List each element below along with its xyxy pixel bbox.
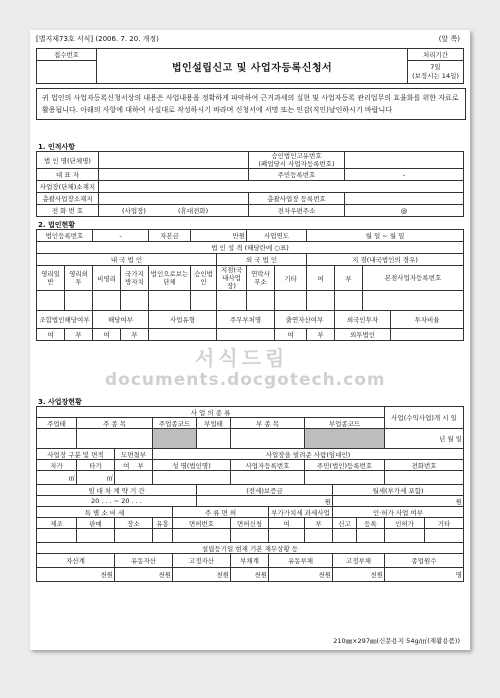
fixed-liab-label: 고정부채 xyxy=(333,554,385,568)
corp-name-label: 법 인 명(단체명) xyxy=(37,152,99,169)
col-branch-yes: 여 xyxy=(307,266,335,291)
vat-yes[interactable]: 여 xyxy=(269,518,305,529)
capital-label: 자본금 xyxy=(149,230,191,242)
col-deemed-corp: 법인으로보는단체 xyxy=(149,266,191,291)
merger-label: 조합법인해당여부 xyxy=(37,311,93,329)
fixed-liab-field[interactable]: 천원 xyxy=(333,568,385,582)
landlord-resident-label: 주민(법인)등록번호 xyxy=(305,460,385,471)
watermark-korean: 서식드림 xyxy=(195,346,289,370)
main-item-label: 주 종 목 xyxy=(77,418,153,429)
check-branch-no[interactable] xyxy=(335,291,363,311)
main-type-label: 주업태 xyxy=(37,418,77,429)
paper-spec: 210㎜×297㎜(신문용지 54g/㎡(재활용품)) xyxy=(333,637,460,645)
landlord-header: 사업장을 빌려준 사람(임대인) xyxy=(153,449,464,460)
notice-text: 귀 법인의 사업자등록신청서상의 내용은 사업내용을 정확하게 파악하여 근거과세의 실현 및 사업자등록 관리업무의 효율화를 위한 자료로 활용됩니다. 아래의 사항에 대하여 사실대로 작성하시기 바라며 신청서에 서명 또는 인감(직인)날인하시기 바랍니다 xyxy=(36,88,466,120)
check-profit-foreign[interactable] xyxy=(65,291,93,311)
resident-no-field[interactable]: - xyxy=(345,169,464,181)
applicable-yes[interactable]: 여 xyxy=(93,329,121,341)
col-approved-corp: 승인법인 xyxy=(191,266,217,291)
biz-type-col: 사업유형 xyxy=(149,311,217,329)
lease-period-label: 임 대 차 계 약 기 간 xyxy=(37,485,197,496)
main-item-field[interactable] xyxy=(77,429,153,449)
corp-nature-header: 법 인 성 격 (해당란에 ○표) xyxy=(37,242,464,254)
corp-reg-no-field[interactable]: - xyxy=(93,230,149,242)
foreign-corp-label: 외투법인 xyxy=(335,329,391,341)
col-branch-no: 부 xyxy=(335,266,363,291)
contribution-yes[interactable]: 여 xyxy=(275,329,307,341)
col-nonprofit: 비영리 xyxy=(93,266,121,291)
title-header xyxy=(36,48,464,84)
foreign-header: 외 국 법 인 xyxy=(217,254,307,266)
corp-reg-no-label: 법인등록번호 xyxy=(37,230,93,242)
foreign-invest-label: 외국인투자 xyxy=(335,311,391,329)
biz-kind-header: 사 업 의 종 류 xyxy=(37,407,385,418)
license-apply-field[interactable] xyxy=(231,529,269,543)
permit-label: 인·허가 사업 여부 xyxy=(333,507,464,518)
special-manufacture[interactable]: 제조 xyxy=(37,518,77,529)
col-profit-foreign: 영리외투 xyxy=(65,266,93,291)
processing-label: 처리기간 xyxy=(408,49,464,61)
hq-reg-field[interactable] xyxy=(345,193,464,205)
biz-location-label: 사업장(단체)소재지 xyxy=(37,181,99,193)
sub-code-label: 부업종코드 xyxy=(305,418,385,429)
check-liaison[interactable] xyxy=(247,291,275,311)
vat-yes-field[interactable] xyxy=(269,529,305,543)
ministry-field[interactable] xyxy=(217,329,275,341)
drawing-field[interactable] xyxy=(115,471,153,485)
main-type-field[interactable] xyxy=(37,429,77,449)
vat-no[interactable]: 부 xyxy=(305,518,333,529)
sub-item-field[interactable] xyxy=(231,429,305,449)
merger-no[interactable]: 부 xyxy=(65,329,93,341)
col-hq-reg-no: 본점사업자등록번호 xyxy=(363,266,464,291)
landlord-reg-field[interactable] xyxy=(231,471,305,485)
start-date-label: 사업(수익사업)개 시 일 xyxy=(385,407,464,429)
nonprofit-applicable: 해당여부 xyxy=(93,311,149,329)
vat-no-field[interactable] xyxy=(305,529,333,543)
permit-report[interactable]: 신고 xyxy=(333,518,357,529)
invest-ratio-field[interactable] xyxy=(391,329,464,341)
special-sale-field[interactable] xyxy=(77,529,115,543)
assets-label: 자산계 xyxy=(37,554,115,568)
current-liab-field[interactable]: 천원 xyxy=(269,568,333,582)
liquor-license-label: 주 류 면 허 xyxy=(173,507,269,518)
special-tax-label: 특 별 소 비 세 xyxy=(37,507,173,518)
assets-field[interactable]: 천원 xyxy=(37,568,115,582)
personal-info-table xyxy=(36,151,464,217)
sub-type-field[interactable] xyxy=(197,429,231,449)
sub-item-label: 부 종 목 xyxy=(231,418,305,429)
permit-other[interactable]: 기타 xyxy=(425,518,464,529)
rent-label: 타가 xyxy=(77,460,115,471)
permit-register-field[interactable] xyxy=(357,529,385,543)
monthly-rent-field[interactable]: 원 xyxy=(333,496,464,507)
fiscal-year-label: 사업연도 xyxy=(247,230,307,242)
section-3-title: 3. 사업장현황 xyxy=(38,398,82,406)
check-government[interactable] xyxy=(121,291,149,311)
finance-header: 설립등기일 현재 기본 재무상황 등 xyxy=(37,543,464,554)
current-assets-label: 유동자산 xyxy=(115,554,173,568)
approval-no-label: 승인법인고유번호 (폐업당시 사업자등록번호) xyxy=(249,152,345,169)
phone-field[interactable]: (사업장) (휴대전화) xyxy=(99,205,249,217)
sub-type-label: 부업태 xyxy=(197,418,231,429)
phone-label: 전 화 번 호 xyxy=(37,205,99,217)
check-other[interactable] xyxy=(275,291,307,311)
fixed-assets-field[interactable]: 천원 xyxy=(173,568,231,582)
merger-yes[interactable]: 여 xyxy=(37,329,65,341)
monthly-rent-label: 월세(부가세 포함) xyxy=(333,485,464,496)
business-site-table xyxy=(36,406,464,582)
deposit-label: (전세)보증금 xyxy=(197,485,333,496)
site-type-label: 사업장 구분 및 면적 xyxy=(37,449,115,460)
hq-location-label: 총괄사업장소재지 xyxy=(37,193,99,205)
check-branch-yes[interactable] xyxy=(307,291,335,311)
col-other: 기타 xyxy=(275,266,307,291)
contribution-col: 출연자산여부 xyxy=(275,311,335,329)
col-government: 국가지방자치 xyxy=(121,266,149,291)
col-branch-domestic: 지점(국내사업장) xyxy=(217,266,247,291)
permit-approval-field[interactable] xyxy=(385,529,425,543)
rent-area[interactable]: ㎡ xyxy=(77,471,115,485)
special-entertain[interactable]: 유흥 xyxy=(153,518,173,529)
permit-register[interactable]: 등록 xyxy=(357,518,385,529)
check-profit-general[interactable] xyxy=(37,291,65,311)
landlord-name-field[interactable] xyxy=(153,471,231,485)
landlord-reg-label: 사업자등록번호 xyxy=(231,460,305,471)
landlord-phone-label: 전화번호 xyxy=(385,460,464,471)
landlord-phone-field[interactable] xyxy=(385,471,464,485)
resident-no-label: 주민등록번호 xyxy=(249,169,345,181)
email-label: 전자우편주소 xyxy=(249,205,345,217)
biz-location-field[interactable] xyxy=(99,181,464,193)
applicable-no[interactable]: 부 xyxy=(121,329,149,341)
license-no-field[interactable] xyxy=(173,529,231,543)
check-nonprofit[interactable] xyxy=(93,291,121,311)
start-date-field[interactable]: 년 월 일 xyxy=(385,429,464,449)
col-liaison: 연락사무소 xyxy=(247,266,275,291)
license-apply-label: 면허신청 xyxy=(231,518,269,529)
form-title: 법인설립신고 및 사업자등록신청서 xyxy=(97,49,408,84)
hq-reg-label: 총괄사업장 등록번호 xyxy=(249,193,345,205)
page-indicator: (앞 쪽) xyxy=(438,35,460,43)
special-sale[interactable]: 판매 xyxy=(77,518,115,529)
employees-field[interactable]: 명 xyxy=(385,568,464,582)
ministry-col: 주무부처명 xyxy=(217,311,275,329)
sub-code-field[interactable] xyxy=(305,429,385,449)
check-branch-domestic[interactable] xyxy=(217,291,247,311)
col-profit-general: 영리일반 xyxy=(37,266,65,291)
hq-location-field[interactable] xyxy=(99,193,249,205)
special-place[interactable]: 장소 xyxy=(115,518,153,529)
current-assets-field[interactable]: 천원 xyxy=(115,568,173,582)
employees-label: 종업원수 xyxy=(385,554,464,568)
deposit-field[interactable]: 원 xyxy=(197,496,333,507)
form-sheet xyxy=(30,30,470,650)
receipt-label: 접수번호 xyxy=(37,49,97,61)
corp-status-table xyxy=(36,229,464,341)
self-own-label: 자가 xyxy=(37,460,77,471)
license-no-label: 면허번호 xyxy=(173,518,231,529)
section-1-title: 1. 인적사항 xyxy=(38,143,76,151)
section-2-title: 2. 법인현황 xyxy=(38,221,76,229)
approval-no-field[interactable] xyxy=(345,152,464,169)
branch-header: 지 점(내국법인의 경우) xyxy=(307,254,464,266)
email-field[interactable]: @ xyxy=(345,205,464,217)
main-code-field[interactable] xyxy=(153,429,197,449)
special-place-field[interactable] xyxy=(115,529,153,543)
drawing-yes-no[interactable]: 여 부 xyxy=(115,460,153,471)
main-code-label: 주업종코드 xyxy=(153,418,197,429)
permit-other-field[interactable] xyxy=(425,529,464,543)
check-approved-corp[interactable] xyxy=(191,291,217,311)
permit-report-field[interactable] xyxy=(333,529,357,543)
receipt-field[interactable] xyxy=(37,61,97,84)
invest-ratio-label: 투자비율 xyxy=(391,311,464,329)
current-liab-label: 유동부채 xyxy=(269,554,333,568)
liabilities-field[interactable]: 천원 xyxy=(231,568,269,582)
contribution-no[interactable]: 부 xyxy=(307,329,335,341)
landlord-name-label: 성 명(법인명) xyxy=(153,460,231,471)
permit-approval[interactable]: 인허가 xyxy=(385,518,425,529)
drawing-label: 도면첨부 xyxy=(115,449,153,460)
ceo-label: 대 표 자 xyxy=(37,169,99,181)
hq-reg-no-field[interactable] xyxy=(363,291,464,311)
ceo-field[interactable] xyxy=(99,169,249,181)
biz-type-field[interactable] xyxy=(149,329,217,341)
lease-period-field[interactable]: 20 . . . ~ 20 . . . xyxy=(37,496,197,507)
vat-type-label: 부가가치세 과세사업 xyxy=(269,507,333,518)
domestic-header: 내 국 법 인 xyxy=(37,254,217,266)
liabilities-label: 부채계 xyxy=(231,554,269,568)
fixed-assets-label: 고정자산 xyxy=(173,554,231,568)
watermark-url: documents.docgotech.com xyxy=(105,370,386,390)
capital-field[interactable]: 만원 xyxy=(191,230,247,242)
special-entertain-field[interactable] xyxy=(153,529,173,543)
processing-days: 7일 (보정시는 14일) xyxy=(408,61,464,84)
corp-name-field[interactable] xyxy=(99,152,249,169)
special-manufacture-field[interactable] xyxy=(37,529,77,543)
self-own-area[interactable]: ㎡ xyxy=(37,471,77,485)
fiscal-year-field[interactable]: 월 일 ~ 월 일 xyxy=(307,230,464,242)
landlord-resident-field[interactable] xyxy=(305,471,385,485)
form-number: [별지제73호 서식] (2006. 7. 20. 개정) xyxy=(36,35,159,43)
check-deemed-corp[interactable] xyxy=(149,291,191,311)
